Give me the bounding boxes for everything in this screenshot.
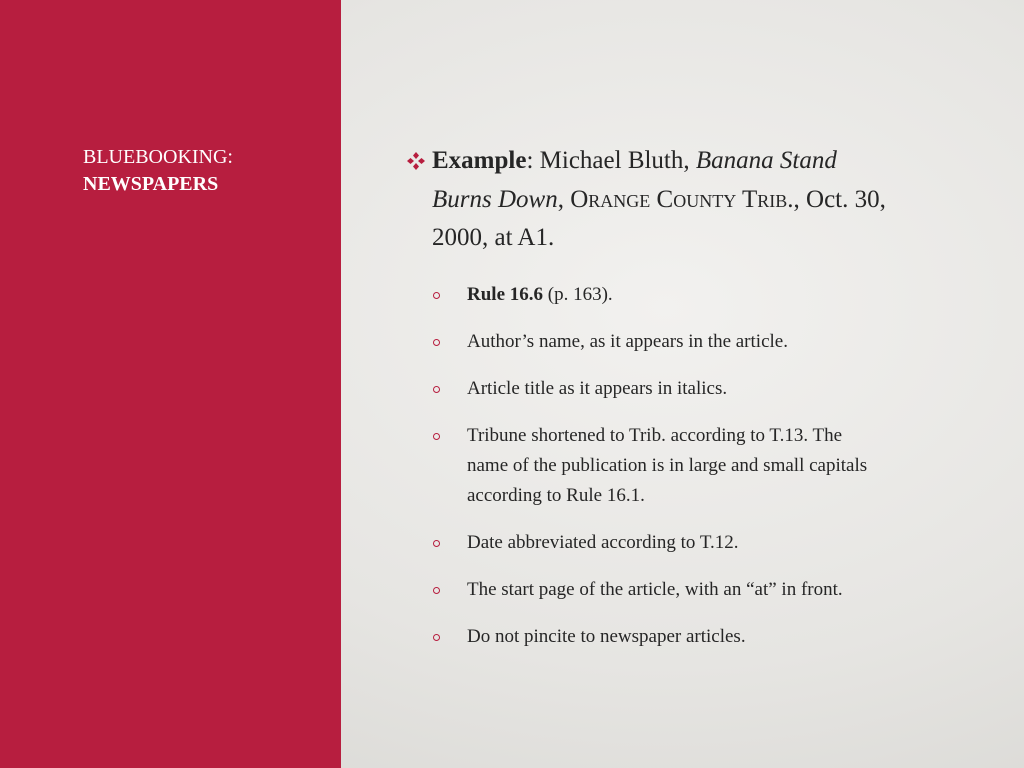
example-publication: Orange County Trib. — [570, 185, 794, 213]
example-article-title: Banana Stand Burns Down — [432, 147, 837, 213]
example-colon: : — [526, 147, 534, 174]
example-citation — [406, 142, 886, 258]
list-item-text: Author’s name, as it appears in the article. — [467, 330, 788, 352]
hollow-circle-icon — [433, 292, 440, 299]
hollow-circle-icon — [433, 540, 440, 547]
hollow-circle-icon — [433, 433, 440, 440]
list-item-text: Article title as it appears in italics. — [467, 377, 728, 399]
list-item — [406, 575, 886, 605]
list-item — [406, 374, 886, 404]
example-author: Michael Bluth, — [533, 147, 696, 174]
content-area — [406, 142, 886, 669]
list-item-text: Tribune shortened to Trib. according to T.13. The name of the publication is in large and small capitals according to Rule 16.1. — [467, 424, 868, 506]
example-date-page: , Oct. 30, 2000, at A1. — [432, 185, 886, 251]
hollow-circle-icon — [433, 587, 440, 594]
list-item — [406, 528, 886, 558]
hollow-circle-icon — [433, 634, 440, 641]
list-item — [406, 280, 886, 310]
rule-reference: Rule 16.6 — [467, 283, 543, 305]
example-label: Example — [432, 147, 527, 174]
sidebar-panel — [0, 0, 341, 768]
diamond-cluster-icon — [406, 151, 426, 171]
list-item-text: The start page of the article, with an “at” in front. — [467, 578, 843, 600]
list-item — [406, 622, 886, 652]
list-item-text: Date abbreviated according to T.12. — [467, 531, 739, 553]
list-item — [406, 421, 886, 511]
slide-title-line2: NEWSPAPERS — [83, 173, 219, 195]
slide-title-line1: BLUEBOOKING: — [83, 146, 233, 168]
list-item-text: (p. 163). — [543, 283, 613, 305]
rules-list — [406, 280, 886, 652]
list-item-text: Do not pincite to newspaper articles. — [467, 625, 746, 647]
list-item — [406, 327, 886, 357]
hollow-circle-icon — [433, 386, 440, 393]
hollow-circle-icon — [433, 339, 440, 346]
slide-title — [83, 144, 323, 198]
example-comma: , — [557, 185, 571, 213]
